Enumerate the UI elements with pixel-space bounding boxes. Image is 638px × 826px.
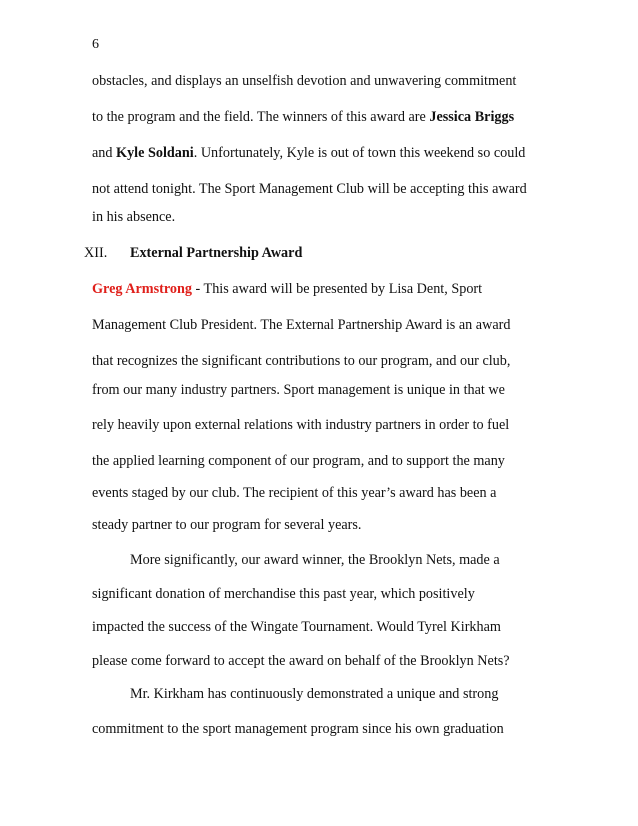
paragraph-1-line-2 (92, 108, 514, 126)
paragraph-3-line-4: please come forward to accept the award on behalf of the Brooklyn Nets? (92, 653, 510, 669)
paragraph-2-line-5: rely heavily upon external relations with industry partners in order to fuel (92, 417, 510, 433)
paragraph-4-line-2: commitment to the sport management program since his own graduation (92, 721, 504, 737)
paragraph-2-line-4: from our many industry partners. Sport management is unique in that we (92, 382, 505, 398)
paragraph-1-line-3-suffix: . Unfortunately, Kyle is out of town this weekend so could (193, 145, 526, 161)
paragraph-3-line-1: More significantly, our award winner, the Brooklyn Nets, made a (130, 552, 500, 568)
paragraph-2-line-8: steady partner to our program for several years. (92, 517, 362, 533)
paragraph-2-line-3: that recognizes the significant contributions to our program, and our club, (92, 353, 511, 369)
paragraph-1-line-3 (92, 144, 525, 162)
section-number: XII. (84, 245, 108, 261)
winner-name-jessica: Jessica Briggs (429, 109, 515, 125)
paragraph-2-line-6: the applied learning component of our program, and to support the many (92, 453, 505, 469)
paragraph-2-line-2: Management Club President. The External Partnership Award is an award (92, 317, 511, 333)
paragraph-1-line-4: not attend tonight. The Sport Management Club will be accepting this award (92, 181, 527, 197)
paragraph-1-line-5: in his absence. (92, 209, 176, 225)
paragraph-4-line-1: Mr. Kirkham has continuously demonstrated a unique and strong (130, 686, 499, 702)
winner-name-kyle: Kyle Soldani (116, 145, 194, 161)
presenter-name: Greg Armstrong (92, 281, 192, 297)
paragraph-1-line-2-text: to the program and the field. The winners of this award are (92, 109, 430, 125)
paragraph-2-line-7: events staged by our club. The recipient of this year’s award has been a (92, 485, 497, 501)
paragraph-2-line-1 (92, 280, 482, 298)
paragraph-3-line-3: impacted the success of the Wingate Tournament. Would Tyrel Kirkham (92, 619, 501, 635)
page-number: 6 (92, 37, 99, 52)
section-title: External Partnership Award (130, 245, 303, 261)
paragraph-2-line-1-suffix: - This award will be presented by Lisa Dent, Sport (191, 281, 483, 297)
paragraph-3-line-2: significant donation of merchandise this past year, which positively (92, 586, 475, 602)
paragraph-1-line-3-prefix: and (92, 145, 117, 161)
paragraph-1-line-1: obstacles, and displays an unselfish devotion and unwavering commitment (92, 73, 517, 89)
